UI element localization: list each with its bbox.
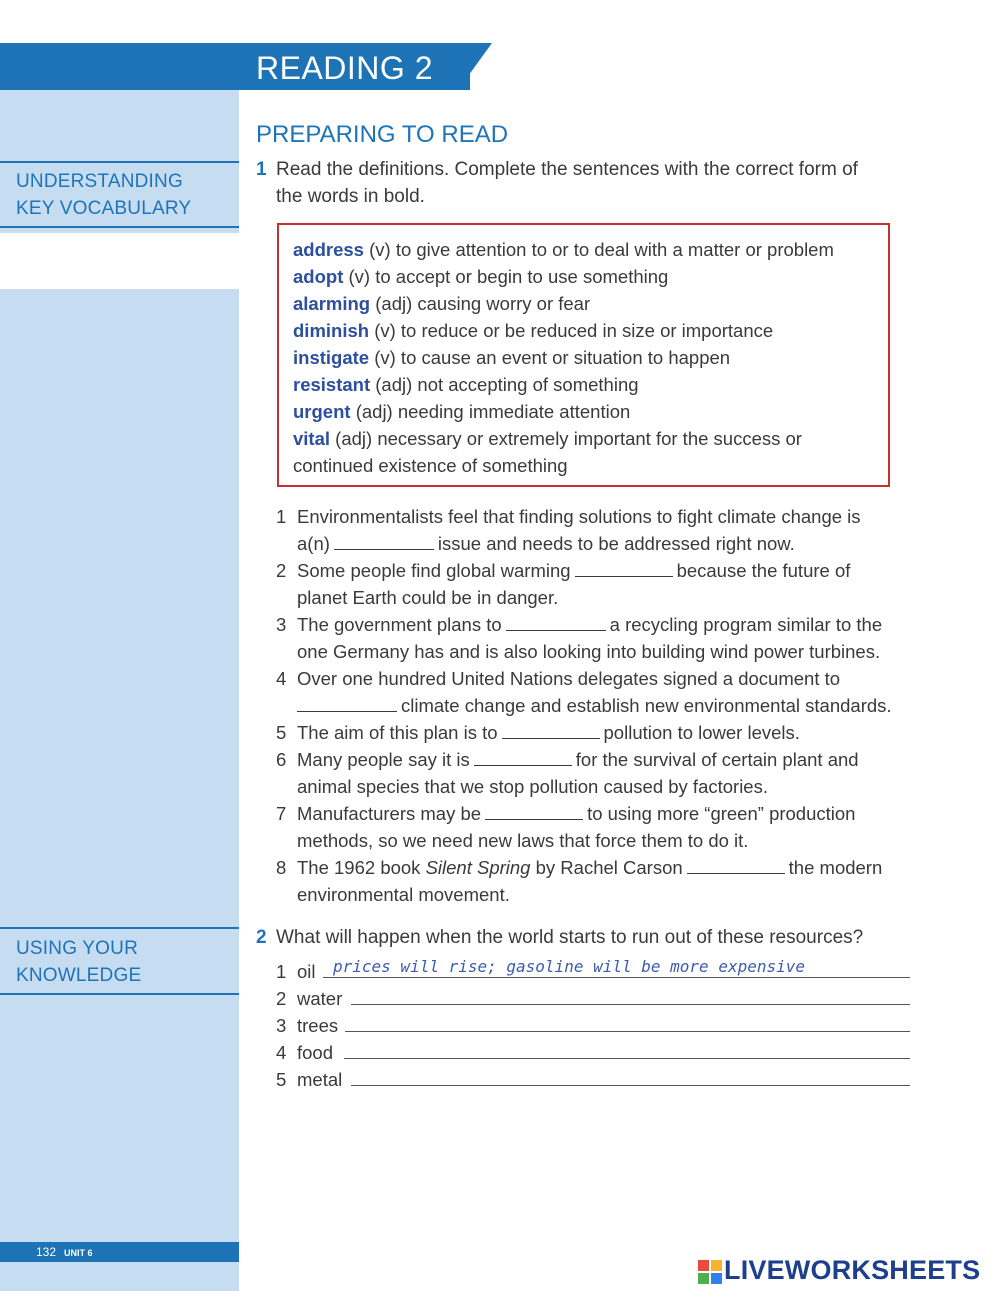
answer-blank[interactable] — [502, 722, 600, 739]
item-text: Many people say it is — [297, 749, 470, 770]
item-text: The 1962 book — [297, 857, 421, 878]
resource-label: water — [297, 988, 343, 1009]
sentence-item — [276, 719, 800, 746]
vocab-def: (adj) not accepting of something — [370, 374, 639, 395]
item-text: The aim of this plan is to — [297, 722, 498, 743]
unit-label: UNIT 6 — [64, 1248, 93, 1258]
resource-label: trees — [297, 1015, 339, 1036]
sentence-item — [276, 800, 855, 827]
item-text: the modern — [788, 857, 883, 878]
sentence-item-cont: animal species that we stop pollution caused by factories. — [297, 776, 768, 797]
vocab-def: (adj) causing worry or fear — [370, 293, 591, 314]
sentence-item — [276, 557, 850, 584]
vocab-definition — [293, 344, 874, 371]
vocab-definition — [293, 398, 874, 425]
sentence-item — [276, 503, 861, 530]
item-text: Environmentalists feel that finding solutions to fight climate change is — [297, 506, 861, 527]
sidebar-label-knowledge-2: KNOWLEDGE — [16, 965, 142, 986]
vocab-definition — [293, 425, 874, 452]
sentence-item-cont: planet Earth could be in danger. — [297, 587, 559, 608]
sidebar-gap-white — [0, 233, 239, 289]
item-number: 4 — [276, 668, 287, 689]
sidebar-rule — [0, 993, 239, 995]
vocab-def: (v) to give attention to or to deal with a matter or problem — [363, 239, 834, 260]
sentence-item — [276, 746, 859, 773]
resource-item — [276, 1039, 333, 1066]
vocab-word: alarming — [293, 293, 371, 314]
sidebar-top-white — [0, 0, 239, 43]
book-title: Silent Spring — [425, 857, 531, 878]
item-number: 2 — [276, 560, 287, 581]
vocab-definition — [293, 263, 874, 290]
resource-item — [276, 958, 316, 985]
vocab-word: vital — [293, 428, 331, 449]
item-number: 4 — [276, 1042, 287, 1063]
item-number: 7 — [276, 803, 287, 824]
item-number: 6 — [276, 749, 287, 770]
sidebar-label-vocab-1: UNDERSTANDING — [16, 171, 183, 192]
item-text: to using more “green” production — [587, 803, 856, 824]
item-text: The government plans to — [297, 614, 502, 635]
sentence-item — [276, 665, 840, 692]
answer-blank[interactable] — [485, 803, 583, 820]
item-text: pollution to lower levels. — [603, 722, 800, 743]
item-number: 3 — [276, 614, 287, 635]
answer-line[interactable] — [351, 1004, 910, 1005]
answer-line[interactable] — [345, 1031, 910, 1032]
item-number: 8 — [276, 857, 287, 878]
exercise-1-instruction-line-1: Read the definitions. Complete the sentences with the correct form of — [276, 159, 858, 180]
vocab-definition-cont: continued existence of something — [293, 455, 568, 476]
vocab-def: (v) to reduce or be reduced in size or importance — [369, 320, 774, 341]
vocab-definition — [293, 317, 874, 344]
sentence-item-cont: environmental movement. — [297, 884, 510, 905]
answer-blank[interactable] — [297, 695, 397, 712]
item-number: 3 — [276, 1015, 287, 1036]
item-text: a(n) — [297, 533, 330, 554]
resource-item — [276, 985, 342, 1012]
item-text: a recycling program similar to the — [609, 614, 883, 635]
vocabulary-box — [277, 223, 890, 487]
vocab-def: (v) to accept or begin to use something — [343, 266, 669, 287]
exercise-1-number: 1 — [256, 159, 267, 180]
sidebar-label-vocab-2: KEY VOCABULARY — [16, 198, 192, 219]
footer-page-info — [36, 1242, 93, 1263]
sidebar-rule — [0, 927, 239, 929]
handwritten-answer: prices will rise; gasoline will be more expensive — [333, 957, 806, 976]
banner-title: READING 2 — [256, 50, 433, 86]
sentence-item-cont: methods, so we need new laws that force them to do it. — [297, 830, 749, 851]
vocab-definition — [293, 371, 874, 398]
item-number: 5 — [276, 722, 287, 743]
answer-blank[interactable] — [474, 749, 572, 766]
answer-blank[interactable] — [575, 560, 673, 577]
exercise-2-number: 2 — [256, 927, 267, 948]
item-number: 2 — [276, 988, 287, 1009]
sentence-item-cont — [297, 530, 795, 557]
item-text: by Rachel Carson — [535, 857, 683, 878]
item-text: because the future of — [676, 560, 851, 581]
liveworksheets-logo-icon — [698, 1260, 722, 1284]
vocab-word: instigate — [293, 347, 370, 368]
exercise-2-instruction: What will happen when the world starts to run out of these resources? — [276, 927, 864, 948]
vocab-word: diminish — [293, 320, 370, 341]
resource-label: food — [297, 1042, 334, 1063]
sentence-item — [276, 854, 882, 881]
resource-label: oil — [297, 961, 316, 982]
vocab-def: (adj) necessary or extremely important for the success or — [330, 428, 802, 449]
item-number: 1 — [276, 506, 287, 527]
sentence-item — [276, 611, 882, 638]
resource-item — [276, 1012, 338, 1039]
vocab-definition — [293, 290, 874, 317]
item-text: issue and needs to be addressed right now. — [437, 533, 795, 554]
vocab-word: urgent — [293, 401, 351, 422]
answer-blank[interactable] — [506, 614, 606, 631]
section-title: PREPARING TO READ — [256, 121, 509, 148]
answer-line[interactable] — [351, 1085, 910, 1086]
answer-blank[interactable] — [687, 857, 785, 874]
vocab-def: (v) to cause an event or situation to happen — [369, 347, 731, 368]
item-text: climate change and establish new environmental standards. — [401, 695, 892, 716]
liveworksheets-brand[interactable]: LIVEWORKSHEETS — [724, 1255, 981, 1285]
page-number: 132 — [36, 1245, 57, 1259]
sidebar-rule — [0, 226, 239, 228]
vocab-definition — [293, 236, 874, 263]
answer-blank[interactable] — [334, 533, 434, 550]
exercise-1-instruction-line-2: the words in bold. — [276, 186, 425, 207]
sentence-item-cont — [297, 692, 892, 719]
vocab-word: adopt — [293, 266, 344, 287]
item-text: Manufacturers may be — [297, 803, 482, 824]
item-text: for the survival of certain plant and — [575, 749, 859, 770]
item-number: 1 — [276, 961, 287, 982]
answer-line[interactable] — [344, 1058, 910, 1059]
vocab-word: resistant — [293, 374, 371, 395]
item-text: Over one hundred United Nations delegates signed a document to — [297, 668, 841, 689]
banner-arrow-tip — [430, 43, 492, 90]
item-number: 5 — [276, 1069, 287, 1090]
vocab-def: (adj) needing immediate attention — [350, 401, 631, 422]
resource-item — [276, 1066, 342, 1093]
sidebar-rule — [0, 161, 239, 163]
item-text: Some people find global warming — [297, 560, 571, 581]
resource-label: metal — [297, 1069, 343, 1090]
sentence-item-cont: one Germany has and is also looking into building wind power turbines. — [297, 641, 881, 662]
vocab-word: address — [293, 239, 364, 260]
sidebar-label-knowledge-1: USING YOUR — [16, 938, 139, 959]
